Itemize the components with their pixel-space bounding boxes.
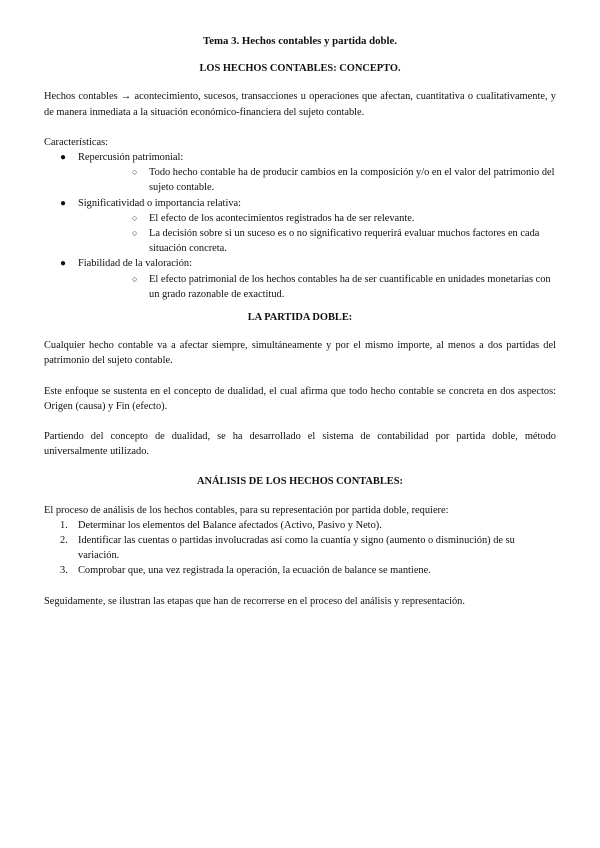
characteristic-title: Significatividad o importancia relativa: xyxy=(78,197,242,209)
list-item xyxy=(44,196,556,257)
section-heading-partida-doble: LA PARTIDA DOBLE: xyxy=(247,312,353,324)
sub-list-item xyxy=(78,165,556,195)
sub-item-text: Todo hecho contable ha de producir cambios en la composición y/o en el valor del patrimonio del sujeto contable. xyxy=(149,167,555,194)
characteristics-label: Características: xyxy=(44,136,109,148)
step-text: Determinar los elementos del Balance afectados (Activo, Pasivo y Neto). xyxy=(78,519,382,531)
sub-list xyxy=(78,272,556,302)
list-item xyxy=(44,563,556,578)
sub-item-text: El efecto patrimonial de los hechos contables ha de ser cuantificable en unidades monetarias con un grado razonable de exactitud. xyxy=(149,273,551,300)
characteristics-list xyxy=(44,150,556,302)
list-item xyxy=(44,256,556,302)
circle-bullet-icon: ○ xyxy=(132,228,138,239)
sub-item-text: El efecto de los acontecimientos registrados ha de ser relevante. xyxy=(149,212,415,224)
definition-paragraph: Hechos contables → acontecimiento, sucesos, transacciones u operaciones que afectan, cuantitativa o cualitativamente, y de manera inmediata a la situación económico-financiera del sujeto contable. xyxy=(44,91,556,118)
document-title: Tema 3. Hechos contables y partida doble. xyxy=(203,35,397,47)
circle-bullet-icon: ○ xyxy=(132,212,138,223)
step-number: 2. xyxy=(60,535,68,547)
characteristic-title: Repercusión patrimonial: xyxy=(78,152,184,164)
dualidad-paragraph: Este enfoque se sustenta en el concepto de dualidad, el cual afirma que todo hecho contable se concreta en dos aspectos: Origen (causa) y Fin (efecto). xyxy=(44,385,556,412)
step-number: 3. xyxy=(60,565,68,577)
step-text: Identificar las cuentas o partidas involucradas así como la cuantía y signo (aumento o disminución) de su variación. xyxy=(78,535,515,562)
list-item xyxy=(44,533,556,563)
list-item xyxy=(44,518,556,533)
section-heading-analisis: ANÁLISIS DE LOS HECHOS CONTABLES: xyxy=(197,476,403,488)
sub-list-item xyxy=(78,211,556,226)
circle-bullet-icon: ○ xyxy=(132,273,138,284)
sub-list xyxy=(78,165,556,195)
sub-list-item xyxy=(78,272,556,302)
steps-list xyxy=(44,518,556,579)
list-item xyxy=(44,150,556,196)
bullet-icon: ● xyxy=(60,258,67,270)
bullet-icon: ● xyxy=(60,152,67,164)
sub-list-item xyxy=(78,226,556,256)
step-number: 1. xyxy=(60,519,68,531)
characteristic-title: Fiabilidad de la valoración: xyxy=(78,258,192,270)
bullet-icon: ● xyxy=(60,197,67,209)
sistema-paragraph: Partiendo del concepto de dualidad, se ha desarrollado el sistema de contabilidad por partida doble, método universalmente utilizado. xyxy=(44,431,556,458)
partida-doble-paragraph: Cualquier hecho contable va a afectar siempre, simultáneamente y por el mismo importe, al menos a dos partidas del patrimonio del sujeto contable. xyxy=(44,340,556,367)
analisis-intro: El proceso de análisis de los hechos contables, para su representación por partida doble, requiere: xyxy=(44,504,449,516)
sub-item-text: La decisión sobre si un suceso es o no significativo requerirá evaluar muchos factores en cada situación concreta. xyxy=(149,228,540,255)
closing-paragraph: Seguidamente, se ilustran las etapas que han de recorrerse en el proceso del análisis y representación. xyxy=(44,595,465,607)
sub-list xyxy=(78,211,556,257)
section-heading-concepto: LOS HECHOS CONTABLES: CONCEPTO. xyxy=(199,63,401,75)
circle-bullet-icon: ○ xyxy=(132,167,138,178)
step-text: Comprobar que, una vez registrada la operación, la ecuación de balance se mantiene. xyxy=(78,565,431,577)
